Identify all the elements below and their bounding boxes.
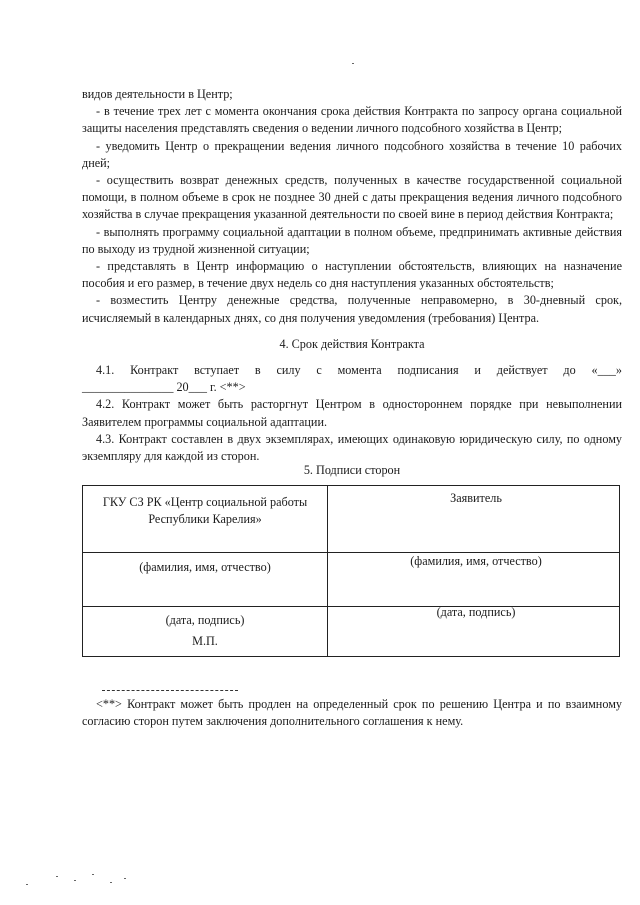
- table-divider: [327, 486, 328, 656]
- obligation-item: - представлять в Центр информацию о наступлении обстоятельств, влияющих на назначение пособия и его размер, в течение двух недель со дня наступления указанных обстоятельств;: [82, 259, 622, 291]
- center-fio-caption: (фамилия, имя, отчество): [139, 560, 271, 574]
- obligation-item: - возместить Центру денежные средства, полученные неправомерно, в 30-дневный срок, исчисляемый в календарных днях, со дня получения уведомления (требования) Центра.: [82, 293, 622, 325]
- scan-speck: [352, 63, 354, 64]
- applicant-label: Заявитель: [450, 491, 502, 505]
- applicant-date-sign-caption: (дата, подпись): [436, 605, 516, 619]
- scan-speck: [110, 882, 112, 883]
- clause-4-1-line-2: _______________ 20___ г. <**>: [82, 380, 246, 395]
- footnote-text: <**> Контракт может быть продлен на определенный срок по решению Центра и по взаимному согласию сторон путем заключения дополнительного соглашения к нему.: [82, 697, 622, 729]
- clause-4-1-line-1: 4.1. Контракт вступает в силу с момента подписания и действует до «___»: [96, 363, 622, 377]
- scan-speck: [124, 878, 126, 879]
- section-5-title: 5. Подписи сторон: [303, 463, 401, 477]
- center-org-name: ГКУ СЗ РК «Центр социальной работы Республики Карелия»: [102, 495, 308, 527]
- continuation-line: видов деятельности в Центр;: [82, 87, 233, 101]
- obligations-list: [82, 86, 622, 327]
- stamp-placeholder: М.П.: [192, 634, 218, 648]
- scan-speck: [56, 876, 58, 877]
- obligation-item: - выполнять программу социальной адаптации в полном объеме, предпринимать активные действия по выходу из трудной жизненной ситуации;: [82, 224, 622, 256]
- obligation-item: - в течение трех лет с момента окончания срока действия Контракта по запросу органа социальной защиты населения представлять сведения о ведении личного подсобного хозяйства в Центр;: [82, 104, 622, 136]
- center-date-sign-caption: (дата, подпись): [165, 613, 245, 627]
- section-4-title: 4. Срок действия Контракта: [279, 337, 425, 351]
- clause-4-2: 4.2. Контракт может быть расторгнут Центром в одностороннем порядке при невыполнении Заявителем программы социальной адаптации.: [82, 397, 622, 429]
- scan-speck: [92, 874, 94, 875]
- scan-speck: [26, 884, 28, 885]
- section-4-body: [82, 362, 622, 465]
- signatures-table: [82, 485, 620, 657]
- clause-4-3: 4.3. Контракт составлен в двух экземплярах, имеющих одинаковую юридическую силу, по одному экземпляру для каждой из сторон.: [82, 431, 622, 464]
- obligation-item: - осуществить возврат денежных средств, полученных в качестве государственной социальной помощи, в полном объеме в срок не позднее 30 дней с даты прекращения ведения личного подсобного хозяйства в случае прекращения указанной деятельности по своей вине в период действия Контракта;: [82, 173, 622, 222]
- obligation-item: - уведомить Центр о прекращении ведения личного подсобного хозяйства в течение 10 рабочих дней;: [82, 138, 622, 170]
- footnote: [82, 696, 622, 730]
- applicant-fio-caption: (фамилия, имя, отчество): [410, 554, 542, 568]
- scan-speck: [74, 880, 76, 881]
- footnote-separator: [102, 690, 238, 691]
